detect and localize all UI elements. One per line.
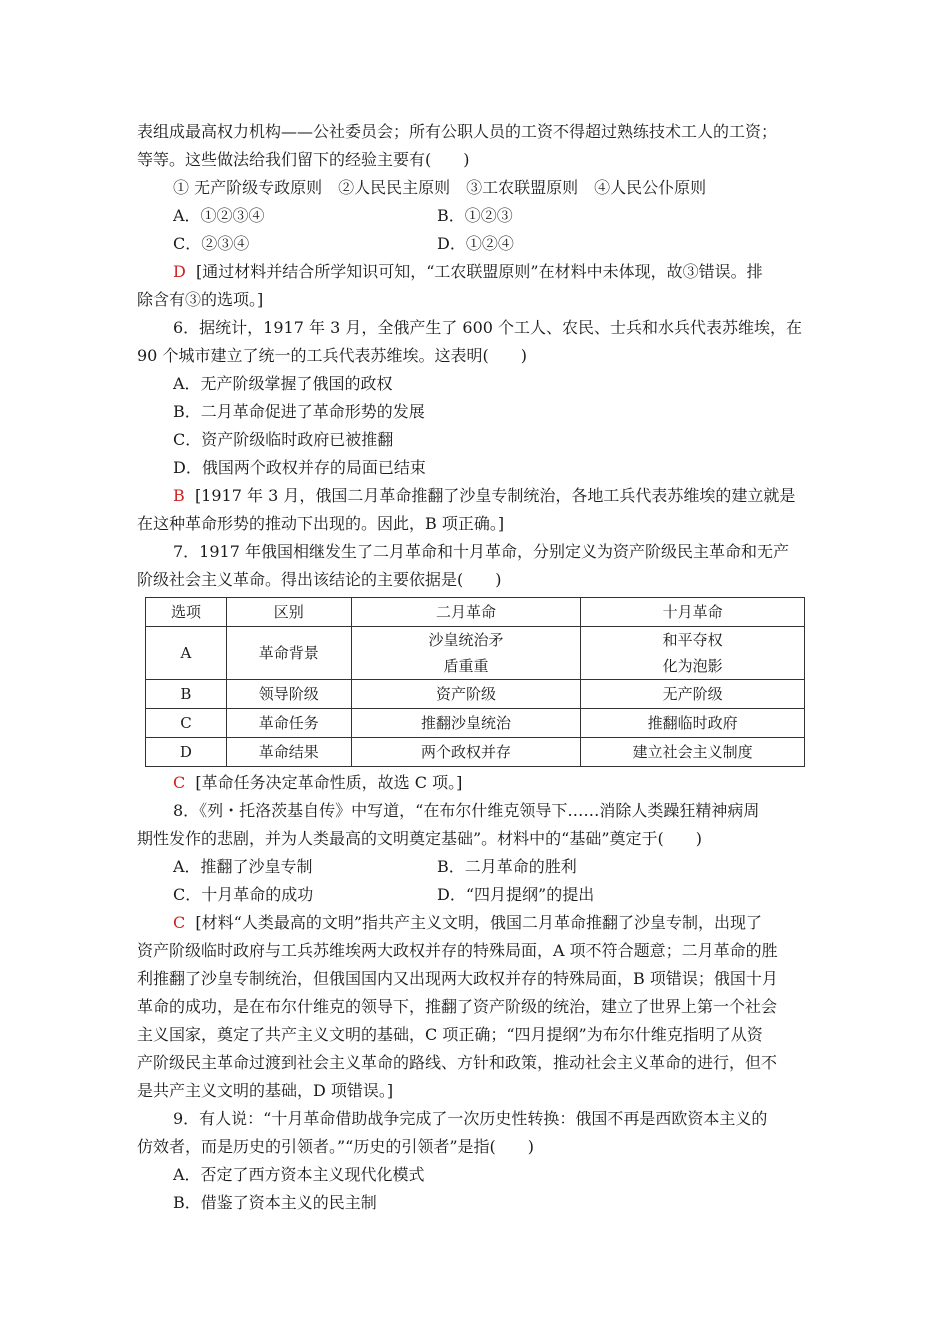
question-6 <box>137 314 817 538</box>
question-stem-line: 7．1917 年俄国相继发生了二月革命和十月革命，分别定义为资产阶级民主革命和无产 <box>173 542 789 561</box>
table-header: 选项 <box>146 598 227 627</box>
principles-list: ① 无产阶级专政原则 ②人民民主原则 ③工农联盟原则 ④人民公仆原则 <box>173 178 707 197</box>
table-cell-option: B <box>146 680 227 709</box>
question-stem-line: 表组成最高权力机构——公社委员会；所有公职人员的工资不得超过熟练技术工人的工资； <box>137 122 778 141</box>
table-header-row <box>146 598 805 627</box>
answer-letter: B <box>173 486 185 505</box>
table-cell-feb <box>351 627 581 680</box>
table-cell-oct: 无产阶级 <box>581 680 805 709</box>
explanation-text: [1917 年 3 月，俄国二月革命推翻了沙皇专制统治，各地工兵代表苏维埃的建立就是 <box>194 486 796 505</box>
option-b: B．①②③ <box>437 206 513 225</box>
cell-line: 和平夺权 <box>662 631 723 649</box>
explanation-line <box>137 769 817 797</box>
explanation-line: 是共产主义文明的基础，D 项错误。] <box>137 1081 394 1100</box>
explanation-text: [革命任务决定革命性质，故选 C 项。] <box>195 773 463 792</box>
cell-line: 化为泡影 <box>662 657 723 675</box>
explanation-line <box>137 482 817 510</box>
document-content <box>137 118 817 1217</box>
question-stem-line: 期性发作的悲剧，并为人类最高的文明奠定基础”。材料中的“基础”奠定于( ) <box>137 829 703 848</box>
option-c: C．②③④ <box>173 234 250 253</box>
explanation-line: 除含有③的选项。] <box>137 290 264 309</box>
table-row <box>146 680 805 709</box>
comparison-table <box>145 597 805 767</box>
table-cell-diff: 革命结果 <box>226 738 351 767</box>
explanation-line: 革命的成功，是在布尔什维克的领导下，推翻了资产阶级的统治，建立了世界上第一个社会 <box>137 997 778 1016</box>
question-stem-line: 6．据统计，1917 年 3 月，全俄产生了 600 个工人、农民、士兵和水兵代表苏维埃，在 <box>173 318 803 337</box>
table-cell-diff: 领导阶级 <box>226 680 351 709</box>
option-row <box>137 853 817 881</box>
answer-letter: C <box>173 773 186 792</box>
table-cell-oct: 建立社会主义制度 <box>581 738 805 767</box>
question-stem-line: 90 个城市建立了统一的工兵代表苏维埃。这表明( ) <box>137 346 527 365</box>
explanation-line: 在这种革命形势的推动下出现的。因此，B 项正确。] <box>137 514 505 533</box>
option-d: D．“四月提纲”的提出 <box>437 885 595 904</box>
question-stem-line: 9．有人说：“十月革命借助战争完成了一次历史性转换：俄国不再是西欧资本主义的 <box>173 1109 768 1128</box>
table-row <box>146 709 805 738</box>
table-cell-oct: 推翻临时政府 <box>581 709 805 738</box>
cell-line: 盾重重 <box>443 657 489 675</box>
question-stem-line: 8．《列・托洛茨基自传》中写道，“在布尔什维克领导下……消除人类躁狂精神病周 <box>173 801 760 820</box>
option-d: D．①②④ <box>437 234 514 253</box>
table-cell-feb: 资产阶级 <box>351 680 581 709</box>
option-a: A．否定了西方资本主义现代化模式 <box>173 1165 425 1184</box>
option-c: C．资产阶级临时政府已被推翻 <box>173 430 394 449</box>
table-header: 十月革命 <box>581 598 805 627</box>
option-d: D．俄国两个政权并存的局面已结束 <box>173 458 426 477</box>
question-7 <box>137 538 817 797</box>
option-b: B．借鉴了资本主义的民主制 <box>173 1193 377 1212</box>
table-header: 二月革命 <box>351 598 581 627</box>
option-b: B．二月革命的胜利 <box>437 857 577 876</box>
option-row <box>137 230 817 258</box>
table-cell-feb: 两个政权并存 <box>351 738 581 767</box>
table-cell-option: D <box>146 738 227 767</box>
table-cell-diff: 革命任务 <box>226 709 351 738</box>
explanation-line: 产阶级民主革命过渡到社会主义革命的路线、方针和政策，推动社会主义革命的进行，但不 <box>137 1053 778 1072</box>
explanation-text: [通过材料并结合所学知识可知，“工农联盟原则”在材料中未体现，故③错误。排 <box>196 262 763 281</box>
explanation-text: [材料“人类最高的文明”指共产主义文明，俄国二月革命推翻了沙皇专制，出现了 <box>195 913 763 932</box>
table-row <box>146 627 805 680</box>
question-5 <box>137 118 817 314</box>
question-9 <box>137 1105 817 1217</box>
explanation-line <box>137 909 817 937</box>
answer-letter: C <box>173 913 186 932</box>
option-a: A．无产阶级掌握了俄国的政权 <box>173 374 393 393</box>
option-a: A．推翻了沙皇专制 <box>173 857 313 876</box>
explanation-line <box>137 258 817 286</box>
option-row <box>137 202 817 230</box>
option-b: B．二月革命促进了革命形势的发展 <box>173 402 425 421</box>
question-stem-line: 仿效者，而是历史的引领者。”“历史的引领者”是指( ) <box>137 1137 535 1156</box>
table-cell-feb: 推翻沙皇统治 <box>351 709 581 738</box>
table-cell-oct <box>581 627 805 680</box>
explanation-line: 利推翻了沙皇专制统治，但俄国国内又出现两大政权并存的特殊局面，B 项错误；俄国十月 <box>137 969 778 988</box>
option-c: C．十月革命的成功 <box>173 885 314 904</box>
explanation-line: 主义国家，奠定了共产主义文明的基础，C 项正确；“四月提纲”为布尔什维克指明了从资 <box>137 1025 763 1044</box>
option-row <box>137 881 817 909</box>
cell-line: 沙皇统治矛 <box>428 631 504 649</box>
option-a: A．①②③④ <box>173 206 265 225</box>
table-row <box>146 738 805 767</box>
question-stem-line: 阶级社会主义革命。得出该结论的主要依据是( ) <box>137 570 502 589</box>
table-header: 区别 <box>226 598 351 627</box>
answer-letter: D <box>173 262 186 281</box>
question-8 <box>137 797 817 1105</box>
explanation-line: 资产阶级临时政府与工兵苏维埃两大政权并存的特殊局面，A 项不符合题意；二月革命的胜 <box>137 941 778 960</box>
table-cell-option: A <box>146 627 227 680</box>
question-stem-line: 等等。这些做法给我们留下的经验主要有( ) <box>137 150 470 169</box>
table-cell-diff: 革命背景 <box>226 627 351 680</box>
table-cell-option: C <box>146 709 227 738</box>
